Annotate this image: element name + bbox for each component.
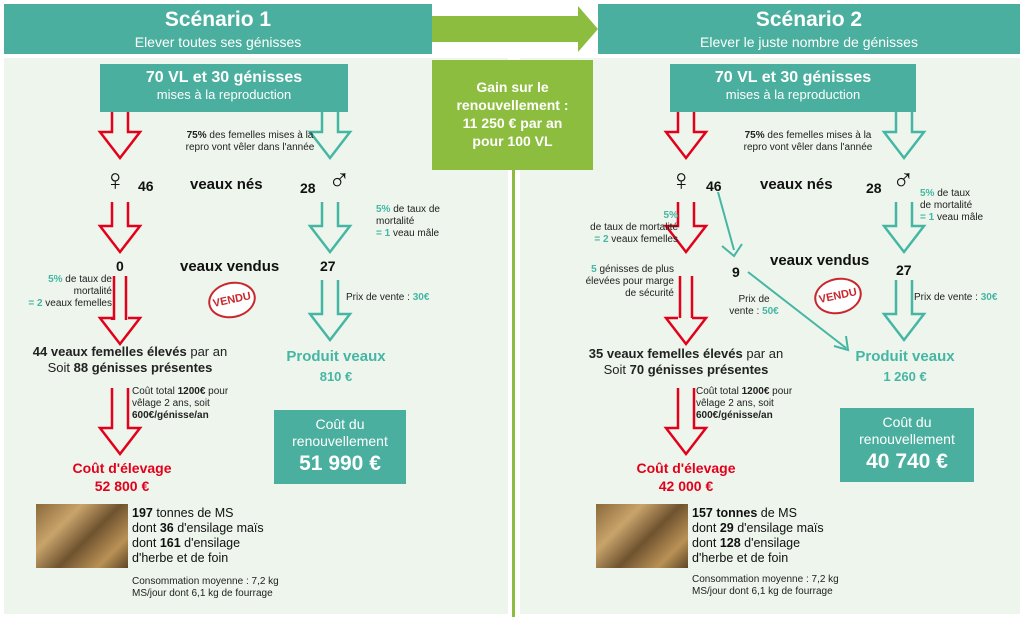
- s1-header-line1: 70 VL et 30 génisses: [145, 69, 303, 86]
- s2-male-born: 28: [866, 180, 882, 196]
- s2-note-75: 75% des femelles mises à la repro vont vêler dans l'année: [743, 130, 873, 153]
- s2-header-box: [670, 64, 916, 112]
- s1-conso: Consommation moyenne : 7,2 kg MS/jour dont 6,1 kg de fourrage: [132, 576, 279, 599]
- gain-line-2: renouvellement :: [456, 97, 569, 113]
- s1-female-born: 46: [138, 178, 154, 194]
- s1-elevage-label: Coût d'élevage: [72, 460, 172, 476]
- s1-teal-arrow-2: [310, 202, 350, 252]
- s2-veaux-vendus: veaux vendus: [770, 252, 870, 269]
- s1-vendu-stamp: VENDU: [205, 277, 259, 322]
- s1-ms: 197 tonnes de MS dont 36 d'ensilage maïs dont 161 d'ensilage d'herbe et de foin: [132, 506, 264, 565]
- s1-produit: [286, 348, 386, 384]
- s1-red-arrow-1: [100, 112, 140, 158]
- s1-male-sold: 27: [320, 258, 336, 274]
- s1-red-arrow-2: [100, 202, 140, 252]
- s1-prix-vente: Prix de vente : 30€: [346, 292, 430, 303]
- top-green-arrow: [432, 6, 598, 52]
- scenario2-title: Scénario 2: [755, 8, 863, 31]
- s2-extra-genisses: 5 génisses de plus élevées pour marge de sécurité: [585, 264, 674, 299]
- s1-produit-label: Produit veaux: [286, 348, 386, 365]
- s1-raised: 44 veaux femelles élevés par an Soit 88 génisses présentes: [32, 344, 228, 375]
- s2-silage-photo: [596, 504, 688, 568]
- s2-teal-diag-1: [718, 192, 734, 250]
- s2-male-icon: ♂: [892, 164, 915, 197]
- s2-produit-label: Produit veaux: [855, 348, 955, 365]
- s2-renouv-l1: Coût du: [882, 414, 932, 430]
- s2-elevage-label: Coût d'élevage: [636, 460, 736, 476]
- s1-female-mortality: 5% de taux de mortalité = 2 veaux femelles: [28, 274, 112, 309]
- gain-line-4: pour 100 VL: [472, 133, 553, 149]
- s1-renouvellement-box: [274, 410, 406, 484]
- s2-renouvellement-box: [840, 408, 974, 482]
- s1-teal-arrow-3: [310, 280, 350, 340]
- s2-renouv-l2: renouvellement: [859, 431, 955, 447]
- scenario1-title: Scénario 1: [164, 8, 272, 31]
- s1-male-icon: ♂: [328, 164, 351, 197]
- s2-raised: 35 veaux femelles élevés par an Soit 70 génisses présentes: [588, 346, 784, 377]
- s2-female-icon: ♀: [670, 164, 693, 197]
- s1-produit-value: 810 €: [319, 369, 353, 384]
- s2-elevage-value: 42 000 €: [658, 478, 714, 494]
- s1-male-mortality: 5% de taux de mortalité = 1 veau mâle: [376, 204, 440, 239]
- s1-elevage: [62, 460, 182, 494]
- s2-produit-value: 1 260 €: [883, 369, 927, 384]
- s2-cost-note: Coût total 1200€ pour vêlage 2 ans, soit 600€/génisse/an: [696, 386, 793, 421]
- s1-renouv-l1: Coût du: [315, 416, 365, 432]
- scenario2-subtitle: Elever le juste nombre de génisses: [700, 34, 918, 50]
- s1-silage-photo: [36, 504, 128, 568]
- s2-prix-vente: Prix de vente : 30€: [914, 292, 998, 303]
- s1-renouv-value: 51 990 €: [299, 452, 381, 475]
- gain-line-1: Gain sur le: [476, 79, 549, 95]
- s2-vendu-stamp: VENDU: [811, 273, 865, 318]
- s2-male-sold: 27: [896, 262, 912, 278]
- s2-produit: [852, 348, 958, 384]
- s2-teal-arrow-3: [884, 280, 924, 340]
- s2-header-line1: 70 VL et 30 génisses: [714, 69, 872, 86]
- s2-male-mortality: 5% de taux de mortalité = 1 veau mâle: [920, 188, 984, 223]
- gain-line-3: 11 250 € par an: [462, 115, 563, 131]
- s2-teal-arrow-2: [884, 202, 924, 252]
- s1-veaux-nes: veaux nés: [190, 176, 263, 193]
- s2-female-mortality: 5% de taux de mortalité = 2 veaux femelles: [590, 210, 678, 245]
- s1-male-born: 28: [300, 180, 316, 196]
- s2-renouv-value: 40 740 €: [866, 450, 948, 473]
- s1-red-arrow-3: [100, 318, 140, 344]
- gain-box: [432, 60, 593, 170]
- s1-female-sold: 0: [116, 258, 124, 274]
- s2-veaux-nes: veaux nés: [760, 176, 833, 193]
- s1-renouv-l2: renouvellement: [292, 433, 388, 449]
- s2-red-arrow-1: [666, 112, 706, 158]
- s2-header-line2: mises à la reproduction: [725, 87, 861, 102]
- s2-female-born: 46: [706, 178, 722, 194]
- s1-note-75: 75% des femelles mises à la repro vont vêler dans l'année: [185, 130, 315, 153]
- s1-header-box: [100, 64, 348, 112]
- s2-red-arrow-3: [666, 318, 706, 344]
- s1-header-line2: mises à la reproduction: [156, 87, 292, 102]
- s2-female-sold: 9: [732, 264, 740, 280]
- s2-teal-arrow-1: [884, 112, 924, 158]
- s1-veaux-vendus: veaux vendus: [180, 258, 280, 275]
- scenario1-subtitle: Elever toutes ses génisses: [134, 34, 302, 50]
- s1-female-icon: ♀: [104, 164, 127, 197]
- s1-cost-note: Coût total 1200€ pour vêlage 2 ans, soit 600€/génisse/an: [132, 386, 229, 421]
- s2-ms: 157 tonnes de MS dont 29 d'ensilage maïs dont 128 d'ensilage d'herbe et de foin: [692, 506, 824, 565]
- s2-conso: Consommation moyenne : 7,2 kg MS/jour dont 6,1 kg de fourrage: [692, 574, 839, 597]
- s2-elevage: [626, 460, 746, 494]
- s2-prix-femelle: Prix de vente : 50€: [729, 294, 779, 317]
- s1-elevage-value: 52 800 €: [94, 478, 150, 494]
